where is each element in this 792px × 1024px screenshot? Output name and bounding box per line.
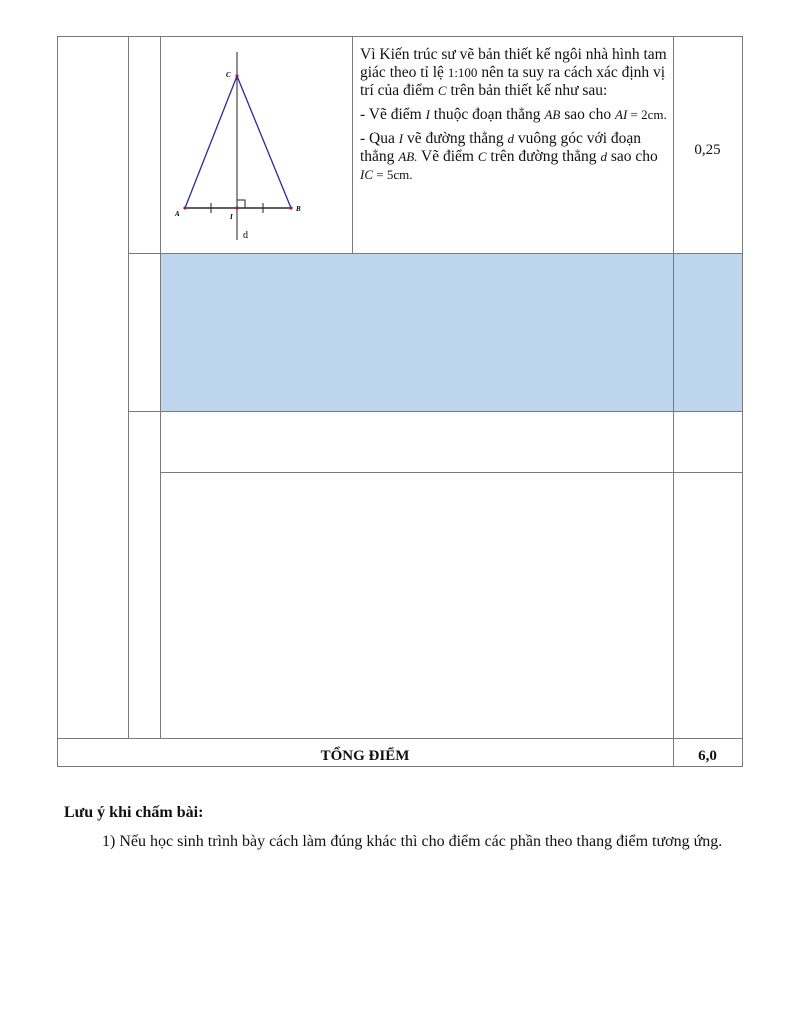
label-i: I — [230, 213, 233, 221]
answer-paragraph-2: - Vẽ điểm I thuộc đoạn thẳng AB sao cho AI = 2cm. — [360, 106, 667, 123]
total-label: TỔNG ĐIỂM — [320, 748, 410, 764]
note-title: Lưu ý khi chấm bài: — [64, 804, 204, 821]
point-c-dot — [235, 74, 238, 77]
label-c: C — [226, 71, 231, 79]
note-body: 1) Nếu học sinh trình bày cách làm đúng khác thì cho điểm các phần theo thang điểm tương ứng. — [102, 833, 723, 850]
point-b-dot — [289, 206, 292, 209]
point-i-dot — [235, 206, 238, 209]
answer-score: 0,25 — [694, 142, 721, 158]
answer-paragraph-1: Vì Kiến trúc sư vẽ bản thiết kế ngôi nhà hình tam giác theo tỉ lệ 1:100 nên ta suy ra cách xác định vị trí của điểm C trên bản thiết kế như sau: — [360, 46, 667, 99]
label-b: B — [296, 205, 301, 213]
point-a-dot — [183, 206, 186, 209]
right-angle-mark — [237, 200, 245, 208]
total-score: 6,0 — [698, 748, 717, 764]
label-d: d — [243, 230, 248, 241]
triangle-abc — [185, 76, 291, 208]
highlighted-answer-row — [160, 253, 742, 411]
label-a: A — [175, 210, 180, 218]
answer-paragraph-3: - Qua I vẽ đường thẳng d vuông góc với đoạn thẳng AB. Vẽ điểm C trên đường thẳng d sao cho IC = 5cm. — [360, 130, 658, 182]
answer-text — [360, 46, 668, 190]
